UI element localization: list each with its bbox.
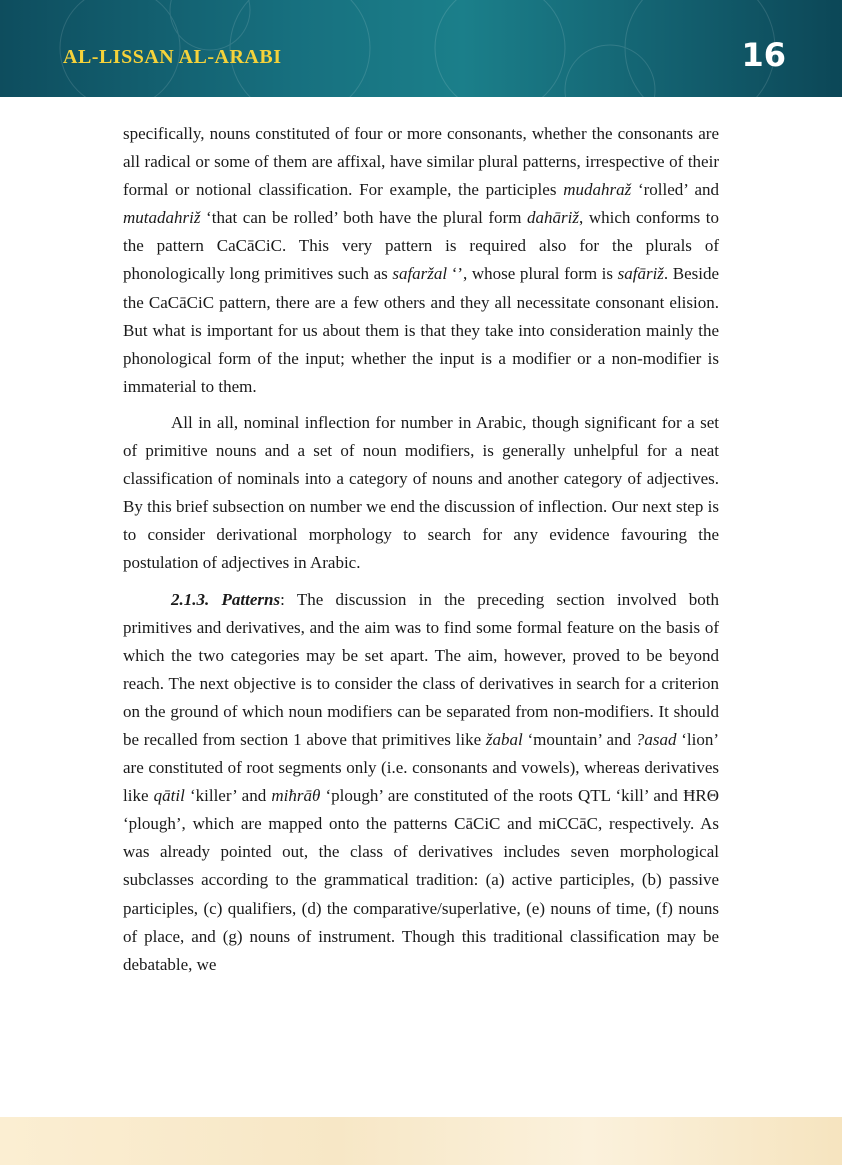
italic-term: žabal [485,729,523,749]
paragraph-2 [123,409,719,578]
text-run: ‘plough’ are constituted of the roots QTL ‘kill’ and ĦRΘ ‘plough’, which are mapped onto the patterns CāCiC and miCCāC, respectively. As was already pointed out, the class of derivatives includes seven morphological subclasses according to the grammatical tradition: (a) active participles, (b) passive participles, (c) qualifiers, (d) the comparative/superlative, (e) nouns of time, (f) nouns of place, and (g) nouns of instrument. Though this traditional classification may be debatable, we [123,786,719,974]
page-header [0,0,842,97]
text-run: ‘rolled’ and [631,180,719,200]
italic-term: safaržal [392,264,448,284]
text-run: ‘killer’ and [184,786,272,806]
italic-term: mudahraž [563,180,632,200]
text-run: ‘lion’ are constituted of root segments only (i.e. consonants and vowels), whereas derivatives like [123,729,719,806]
paragraph-1 [123,120,719,401]
italic-term: safāriž [617,264,664,284]
section-heading: 2.1.3. Patterns [171,589,281,609]
text-run: ‘’, whose plural form is [447,264,618,284]
text-run: : The discussion in the preceding section involved both primitives and derivatives, and the aim was to find some formal feature on the basis of which the two categories may be set apart. The aim, however, proved to be beyond reach. The next objective is to consider the class of derivatives in search for a criterion on the ground of which noun modifiers can be separated from non-modifiers. It should be recalled from section 1 above that primitives like [123,589,719,749]
text-run: specifically, nouns constituted of four or more consonants, whether the consonants are all radical or some of them are affixal, have similar plural patterns, irrespective of their formal or notional classification. For example, the participles [123,124,719,200]
italic-term: dahāriž [527,208,579,228]
page-body [123,120,719,987]
text-run: ‘mountain’ and [522,729,636,749]
journal-title: AL-LISSAN AL-ARABI [63,46,282,68]
text-run: ‘that can be rolled’ both have the plural form [200,208,528,228]
page-footer-band [0,1117,842,1165]
text-run: , which conforms to the pattern CaCāCiC. This very pattern is required also for the plurals of phonologically long primitives such as [123,208,720,284]
italic-term: qātil [153,786,185,806]
italic-term: mutadahriž [123,208,201,228]
text-run: All in all, nominal inflection for number in Arabic, though significant for a set of primitive nouns and a set of noun modifiers, is generally unhelpful for a neat classification of nominals into a category of nouns and another category of adjectives. By this brief subsection on number we end the discussion of inflection. Our next step is to consider derivational morphology to search for any evidence favouring the postulation of adjectives in Arabic. [123,412,719,573]
italic-term: ?asad [635,729,677,749]
italic-term: miħrāθ [271,786,321,806]
text-run: . Beside the CaCāCiC pattern, there are a few others and they all necessitate consonant elision. But what is important for us about them is that they take into consideration mainly the phonological form of the input; whether the input is a modifier or a non-modifier is immaterial to them. [123,264,719,396]
paragraph-3 [123,586,719,979]
page-number: 16 [741,36,786,74]
